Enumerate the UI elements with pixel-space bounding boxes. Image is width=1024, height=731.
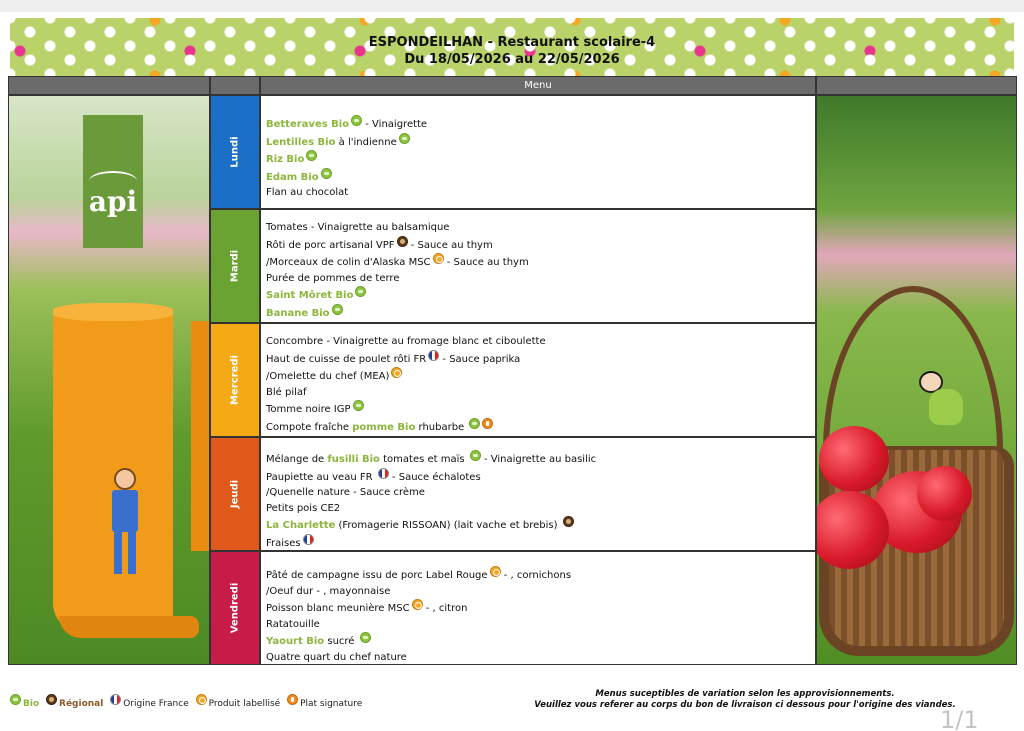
menu-line xyxy=(266,516,815,534)
bio-icon xyxy=(321,168,332,179)
bio-icon xyxy=(10,694,21,705)
menu-line xyxy=(266,566,815,584)
gardener-illustration xyxy=(104,468,144,578)
menu-text: /Morceaux de colin d'Alaska MSC xyxy=(266,257,431,269)
menu-text: - , cornichons xyxy=(500,570,572,581)
apple xyxy=(917,466,972,521)
menu-line xyxy=(266,350,815,368)
regional-icon xyxy=(46,694,57,705)
bio-item-text: Yaourt Bio xyxy=(266,636,325,648)
bio-item-text: Saint Môret Bio xyxy=(266,290,354,302)
label-icon xyxy=(412,599,423,610)
supply-notes xyxy=(520,689,970,711)
title-line-1: ESPONDEILHAN - Restaurant scolaire-4 xyxy=(368,35,656,50)
bio-icon xyxy=(469,418,480,429)
header-banner xyxy=(10,18,1014,76)
bio-item-text: fusilli Bio xyxy=(327,454,380,465)
menu-line xyxy=(266,367,815,385)
menu-column-header: Menu xyxy=(260,76,816,95)
menu-text: - Sauce paprika xyxy=(439,353,521,365)
bio-icon xyxy=(360,632,371,643)
bio-item-text: Banane Bio xyxy=(266,307,330,319)
bio-icon xyxy=(353,400,364,411)
menu-text: - Sauce échalotes xyxy=(388,471,481,483)
menu-line xyxy=(266,418,815,436)
menu-text: à l'indienne xyxy=(335,136,397,148)
legend xyxy=(10,694,366,709)
menu-text: Pâté de campagne issu de porc Label Rouge xyxy=(266,570,488,581)
menu-text: - Vinaigrette au basilic xyxy=(480,454,597,465)
menu-text: - Vinaigrette xyxy=(362,119,428,130)
menu-mercredi xyxy=(260,323,816,437)
bio-item-text: Riz Bio xyxy=(266,154,305,166)
day-label-vendredi: Vendredi xyxy=(210,551,260,665)
france-flag-icon xyxy=(428,350,439,361)
legend-signature: Plat signature xyxy=(287,694,362,709)
day-label-lundi: Lundi xyxy=(210,95,260,209)
menu-vendredi xyxy=(260,551,816,665)
menu-line xyxy=(266,271,815,287)
api-logo xyxy=(83,115,143,248)
menu-text: - Sauce au thym xyxy=(407,239,493,251)
menu-text: Mélange de xyxy=(266,454,328,465)
menu-line xyxy=(266,650,815,666)
menu-text: Poisson blanc meunière MSC xyxy=(266,603,410,615)
day-label-mardi: Mardi xyxy=(210,209,260,323)
page-number: 1/1 xyxy=(940,706,979,731)
label-icon xyxy=(196,694,207,705)
menu-text: Blé pilaf xyxy=(266,386,307,398)
menu-text: - , citron xyxy=(422,603,468,615)
menu-text: rhubarbe xyxy=(415,421,468,433)
note-line-2: Veuillez vous referer au corps du bon de livraison ci dessous pour l'origine des viandes. xyxy=(534,700,956,710)
second-boot xyxy=(191,321,210,551)
day-label-mercredi: Mercredi xyxy=(210,323,260,437)
menu-lundi xyxy=(260,95,816,209)
bio-icon xyxy=(355,286,366,297)
menu-text: Purée de pommes de terre xyxy=(266,272,400,284)
header-cell-right xyxy=(816,76,1017,95)
menu-text: sucré xyxy=(324,636,358,648)
menu-line xyxy=(266,185,815,201)
climbing-kid-illustration xyxy=(919,371,969,431)
menu-line xyxy=(266,400,815,418)
menu-text: (Fromagerie RISSOAN) (lait vache et brebis) xyxy=(335,520,561,532)
regional-icon xyxy=(397,236,408,247)
bio-icon xyxy=(351,115,362,126)
menu-line xyxy=(266,485,815,501)
bio-icon xyxy=(306,150,317,161)
api-logo-text: api xyxy=(88,185,138,218)
page-title xyxy=(10,34,1014,68)
menu-line xyxy=(266,168,815,186)
bio-item-text: La Charlette xyxy=(266,520,336,532)
menu-text: Haut de cuisse de poulet rôti FR xyxy=(266,353,427,365)
menu-line xyxy=(266,133,815,151)
menu-line xyxy=(266,632,815,650)
label-icon xyxy=(433,253,444,264)
menu-line xyxy=(266,534,815,552)
legend-regional: Régional xyxy=(46,694,103,709)
top-strip xyxy=(0,0,1024,12)
menu-line xyxy=(266,385,815,401)
france-flag-icon xyxy=(303,534,314,545)
title-line-2: Du 18/05/2026 au 22/05/2026 xyxy=(404,52,620,67)
menu-text: Petits pois CE2 xyxy=(266,502,341,514)
menu-text: - Sauce au thym xyxy=(443,257,529,269)
menu-text: Fraises xyxy=(266,537,301,549)
signature-icon xyxy=(482,418,493,429)
menu-line xyxy=(266,150,815,168)
menu-line xyxy=(266,599,815,617)
menu-text: Tomates - Vinaigrette au balsamique xyxy=(266,222,450,233)
menu-line xyxy=(266,584,815,600)
menu-line xyxy=(266,220,815,236)
label-icon xyxy=(391,367,402,378)
menu-text: Quatre quart du chef nature xyxy=(266,651,407,663)
apple xyxy=(819,426,889,492)
menu-line xyxy=(266,253,815,271)
menu-text: Concombre - Vinaigrette au fromage blanc et ciboulette xyxy=(266,336,546,347)
menu-text: tomates et maïs xyxy=(379,454,468,465)
header-cell-left xyxy=(8,76,210,95)
menu-text: Compote fraîche xyxy=(266,421,353,433)
left-photo-boots xyxy=(8,95,210,665)
bio-item-text: Lentilles Bio xyxy=(266,136,336,148)
label-icon xyxy=(490,566,501,577)
menu-text: Tomme noire IGP xyxy=(266,404,351,416)
menu-line xyxy=(266,450,815,468)
legend-bio: Bio xyxy=(10,694,39,709)
france-flag-icon xyxy=(378,468,389,479)
menu-line xyxy=(266,236,815,254)
right-photo-apples xyxy=(816,95,1017,665)
menu-text: Paupiette au veau FR xyxy=(266,471,376,483)
bio-item-text: pomme Bio xyxy=(352,421,416,433)
bio-icon xyxy=(399,133,410,144)
menu-text: /Quenelle nature - Sauce crème xyxy=(266,487,425,499)
bio-icon xyxy=(470,450,481,461)
menu-text: /Omelette du chef (MEA) xyxy=(266,371,390,383)
signature-icon xyxy=(287,694,298,705)
menu-line xyxy=(266,115,815,133)
menu-line xyxy=(266,334,815,350)
note-line-1: Menus suceptibles de variation selon les approvisionnements. xyxy=(595,689,895,699)
menu-mardi xyxy=(260,209,816,323)
bio-item-text: Edam Bio xyxy=(266,171,319,183)
legend-france: Origine France xyxy=(110,694,189,709)
france-flag-icon xyxy=(110,694,121,705)
day-label-jeudi: Jeudi xyxy=(210,437,260,551)
menu-jeudi xyxy=(260,437,816,551)
menu-text: Rôti de porc artisanal VPF xyxy=(266,239,395,251)
regional-icon xyxy=(563,516,574,527)
legend-label: Produit labellisé xyxy=(196,694,281,709)
menu-line xyxy=(266,286,815,304)
bio-item-text: Betteraves Bio xyxy=(266,119,350,130)
menu-line xyxy=(266,501,815,517)
menu-text: /Oeuf dur - , mayonnaise xyxy=(266,585,391,597)
menu-text: Ratatouille xyxy=(266,618,320,630)
menu-line xyxy=(266,304,815,322)
bio-icon xyxy=(332,304,343,315)
menu-text: Flan au chocolat xyxy=(266,187,349,199)
menu-line xyxy=(266,617,815,633)
header-cell-day xyxy=(210,76,260,95)
menu-line xyxy=(266,468,815,486)
